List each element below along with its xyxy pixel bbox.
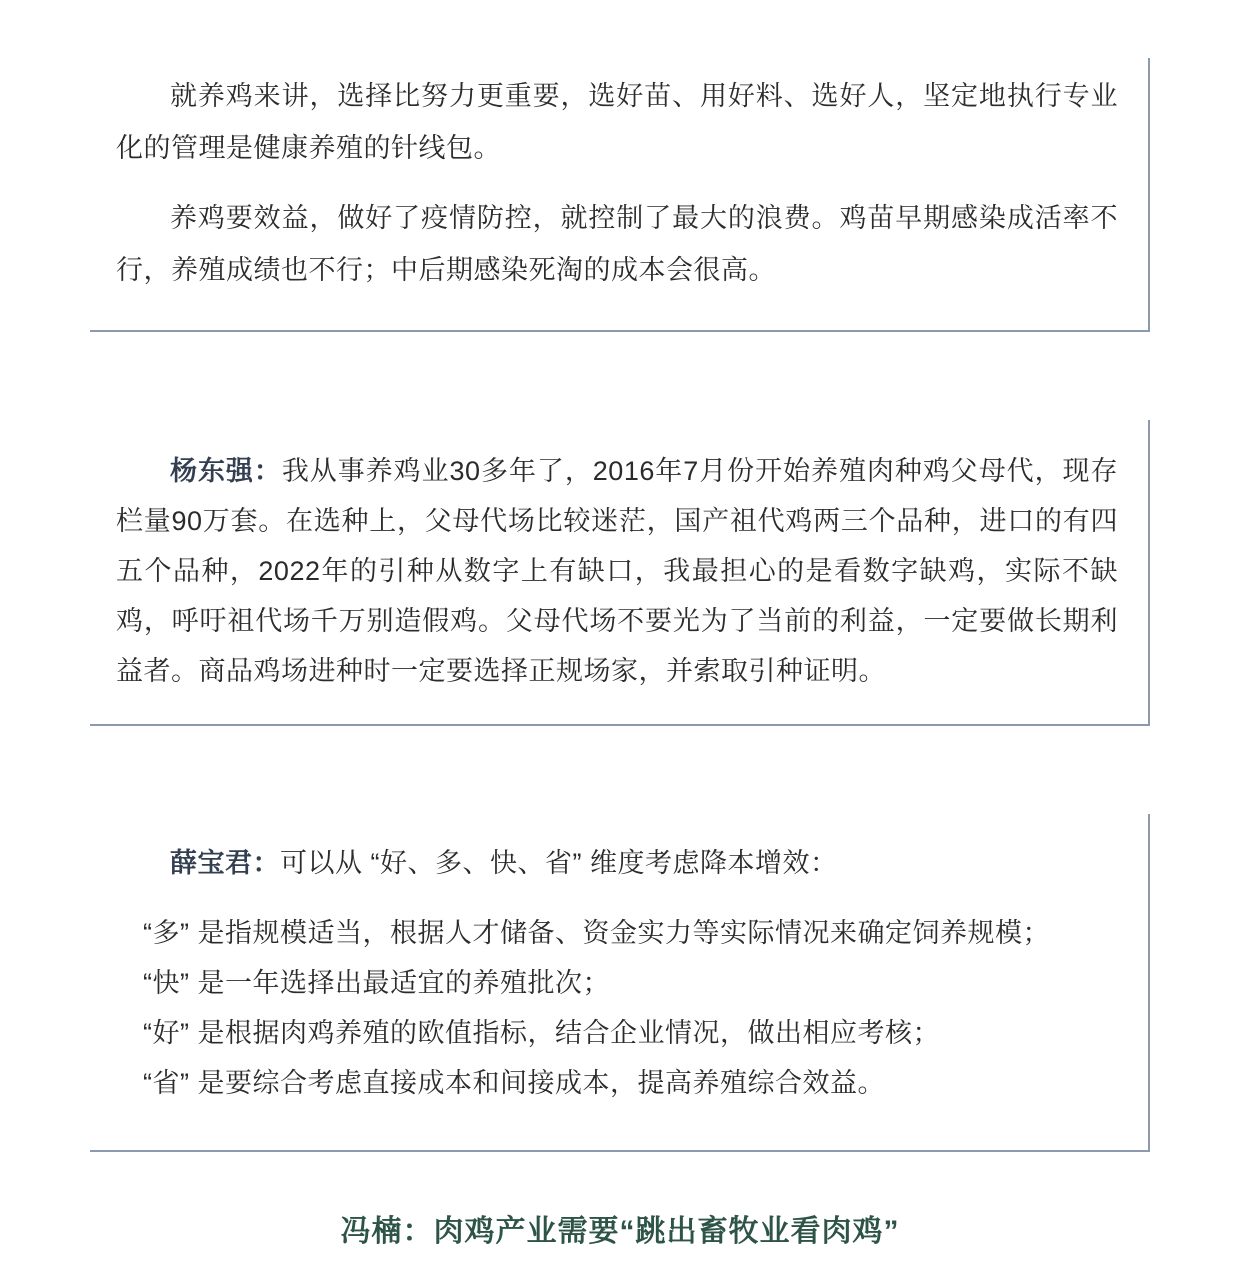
speaker-name-xuebaojun: 薛宝君: [170, 848, 253, 878]
bullet-item-kuai: “快” 是一年选择出最适宜的养殖批次；: [143, 968, 610, 998]
speaker-quote-text: 我从事养鸡业30多年了，2016年7月份开始养殖肉种鸡父母代，现存栏量90万套。在选种上，父母代场比较迷茫，国产祖代鸡两三个品种，进口的有四五个品种，2022年的引种从数字上有缺口，我最担心的是看数字缺鸡，实际不缺鸡，呼吁祖代场千万别造假鸡。父母代场不要光为了当前的利益，一定要做长期利益者。商品鸡场进种时一定要选择正规场家，并索取引种证明。: [116, 456, 1119, 686]
speaker-quote-text: 可以从 “好、多、快、省” 维度考虑降本增效：: [280, 848, 838, 878]
bullet-item-hao: “好” 是根据肉鸡养殖的欧值指标，结合企业情况，做出相应考核；: [143, 1018, 940, 1048]
speaker-paragraph: [116, 838, 1118, 888]
quote-paragraph-1: 就养鸡来讲，选择比努力更重要，选好苗、用好料、选好人，坚定地执行专业化的管理是健康养殖的针线包。: [116, 81, 1118, 163]
bullet-list: [116, 908, 1118, 1108]
speaker-paragraph: [116, 446, 1118, 696]
quote-box-2: [90, 420, 1150, 726]
quote-box-3: [90, 814, 1150, 1152]
quote-box-1: [90, 58, 1150, 332]
bullet-item-sheng: “省” 是要综合考虑直接成本和间接成本，提高养殖综合效益。: [143, 1068, 885, 1098]
speaker-colon: ：: [253, 456, 282, 486]
bullet-item-duo: “多” 是指规模适当，根据人才储备、资金实力等实际情况来确定饲养规模；: [143, 918, 1050, 948]
section-heading-fengnan: 冯楠：肉鸡产业需要“跳出畜牧业看肉鸡”: [340, 1215, 900, 1248]
speaker-name-yangdongqiang: 杨东强: [170, 456, 254, 486]
article-content-column: [90, 58, 1150, 1250]
quote-paragraph-2: 养鸡要效益，做好了疫情防控，就控制了最大的浪费。鸡苗早期感染成活率不行，养殖成绩也不行；中后期感染死淘的成本会很高。: [116, 203, 1118, 285]
speaker-colon: ：: [252, 848, 280, 878]
